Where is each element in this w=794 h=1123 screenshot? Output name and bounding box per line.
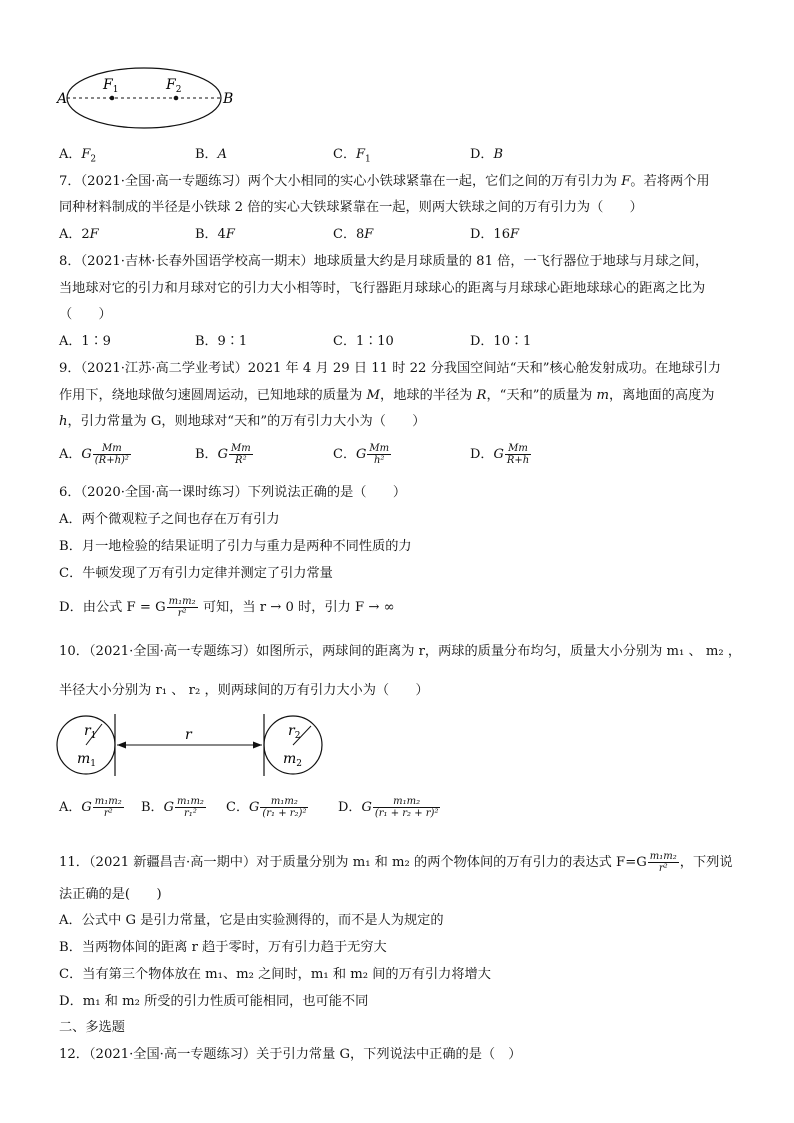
q7-option-d[interactable]: D．16F [470,227,519,242]
q6-option-b[interactable]: B．月一地检验的结果证明了引力与重力是两种不同性质的力 [59,539,412,554]
q10-option-c[interactable]: C．G $\frac{\text{m₁m₂}}{\text{(r₁ + r₂)²}}$ [226,796,307,819]
focus-f1-dot [110,96,115,101]
q6-option-a[interactable]: A．两个微观粒子之间也存在万有引力 [59,512,280,527]
q8-stem-line2: 当地球对它的引力和月球对它的引力大小相等时，飞行器距月球球心的距离与月球球心距地球球心的距离之比为 [59,281,706,296]
q10-option-b[interactable]: B．G $\frac{\text{m₁m₂}}{\text{r₁²}}$ [141,796,204,819]
q9-stem-line2: 作用下，绕地球做匀速圆周运动，已知地球的质量为 M，地球的半径为 R，“天和”的质量为 m，离地面的高度为 [59,388,715,403]
q8-stem-line1: 8．（2021·吉林·长春外国语学校高一期末）地球质量大约是月球质量的 81 倍，一飞行器位于地球与月球之间， [59,254,709,269]
label-f1: $F_1$ [103,77,119,95]
q8-option-b[interactable]: B．9∶1 [195,334,248,349]
q8-option-a[interactable]: A．1∶9 [59,334,111,349]
q10-stem-line2: 半径大小分别为 r₁ 、 r₂ ，则两球间的万有引力大小为（ ） [59,683,429,698]
q7-option-b[interactable]: B．4F [195,227,235,242]
label-b: B [223,91,234,107]
q11-option-c[interactable]: C．当有第三个物体放在 m₁、m₂ 之间时，m₁ 和 m₂ 间的万有引力将增大 [59,967,491,982]
two-spheres-figure [55,712,325,778]
q7-stem-line2: 同种材料制成的半径是小铁球 2 倍的实心大铁球紧靠在一起，则两大铁球之间的万有引力为（ ） [59,200,643,215]
option-d[interactable]: D．B [470,147,503,162]
label-r2: $r_2$ [288,723,301,741]
q9-option-c[interactable]: C．G $\frac{Mm}{\text{h²}}$ [333,443,390,466]
label-r1: $r_1$ [84,723,97,741]
option-b[interactable]: B．A [195,147,227,162]
q10-option-d[interactable]: D．G $\frac{\text{m₁m₂}}{\text{(r₁ + r₂ + r)²}}$ [338,796,439,819]
label-a: A [57,91,68,107]
q6-option-d[interactable]: D．由公式 F = G $\frac{\text{m₁m₂}}{\text{r²}}$ 可知，当 r → 0 时，引力 F → ∞ [59,596,395,619]
q9-stem-line3: h，引力常量为 G，则地球对“天和”的万有引力大小为（ ） [59,414,426,429]
label-m1: $m_1$ [77,751,97,769]
q11-option-a[interactable]: A．公式中 G 是引力常量，它是由实验测得的，而不是人为规定的 [59,913,444,928]
q7-option-c[interactable]: C．8F [333,227,374,242]
option-c[interactable]: C．$F_1$ [333,147,371,165]
q9-option-b[interactable]: B．G $\frac{Mm}{\text{R²}}$ [195,443,251,466]
q7-stem-line1: 7．（2021·全国·高一专题练习）两个大小相同的实心小铁球紧靠在一起，它们之间的万有引力为 F。若将两个用 [59,174,710,189]
q9-option-d[interactable]: D．G $\frac{Mm}{R+h}$ [470,443,530,466]
ellipse-figure [55,62,245,134]
label-m2: $m_2$ [283,751,303,769]
q11-stem-line2: 法正确的是( ) [59,887,162,902]
label-r: r [185,727,192,743]
q9-stem-line1: 9．（2021·江苏·高二学业考试）2021 年 4 月 29 日 11 时 22 分我国空间站“天和”核心舱发射成功。在地球引力 [59,361,721,376]
q8-stem-line3: （ ） [59,307,112,322]
q6-stem: 6．（2020·全国·高一课时练习）下列说法正确的是（ ） [59,485,407,500]
q12-stem: 12．（2021·全国·高一专题练习）关于引力常量 G，下列说法中正确的是（ ） [59,1047,522,1062]
orbit-ellipse [67,68,221,128]
option-a[interactable]: A．$F_2$ [59,147,97,165]
q10-option-a[interactable]: A．G $\frac{\text{m₁m₂}}{\text{r²}}$ [59,796,122,819]
focus-f2-dot [174,96,179,101]
arrow-head-left [117,742,126,749]
q11-stem-line1: 11．（2021 新疆昌吉·高一期中）对于质量分别为 m₁ 和 m₂ 的两个物体间的万有引力的表达式 F=G $\frac{\text{m₁m₂}}{\text{r²}}$ ，下列说 [59,851,733,874]
q7-option-a[interactable]: A．2F [59,227,99,242]
q8-option-d[interactable]: D．10∶1 [470,334,532,349]
section-heading-multi-choice: 二、多选题 [59,1020,125,1035]
q9-option-a[interactable]: A．G $\frac{Mm}{\text{(R+h)²}}$ [59,443,129,466]
q11-option-b[interactable]: B．当两物体间的距离 r 趋于零时，万有引力趋于无穷大 [59,940,387,955]
label-f2: $F_2$ [166,77,182,95]
q6-option-c[interactable]: C．牛顿发现了万有引力定律并测定了引力常量 [59,566,333,581]
arrow-head-right [253,742,262,749]
q10-stem-line1: 10．（2021·全国·高一专题练习）如图所示，两球间的距离为 r，两球的质量分布均匀，质量大小分别为 m₁ 、 m₂ ， [59,644,742,659]
q8-option-c[interactable]: C．1∶10 [333,334,394,349]
q11-option-d[interactable]: D．m₁ 和 m₂ 所受的引力性质可能相同，也可能不同 [59,994,369,1009]
